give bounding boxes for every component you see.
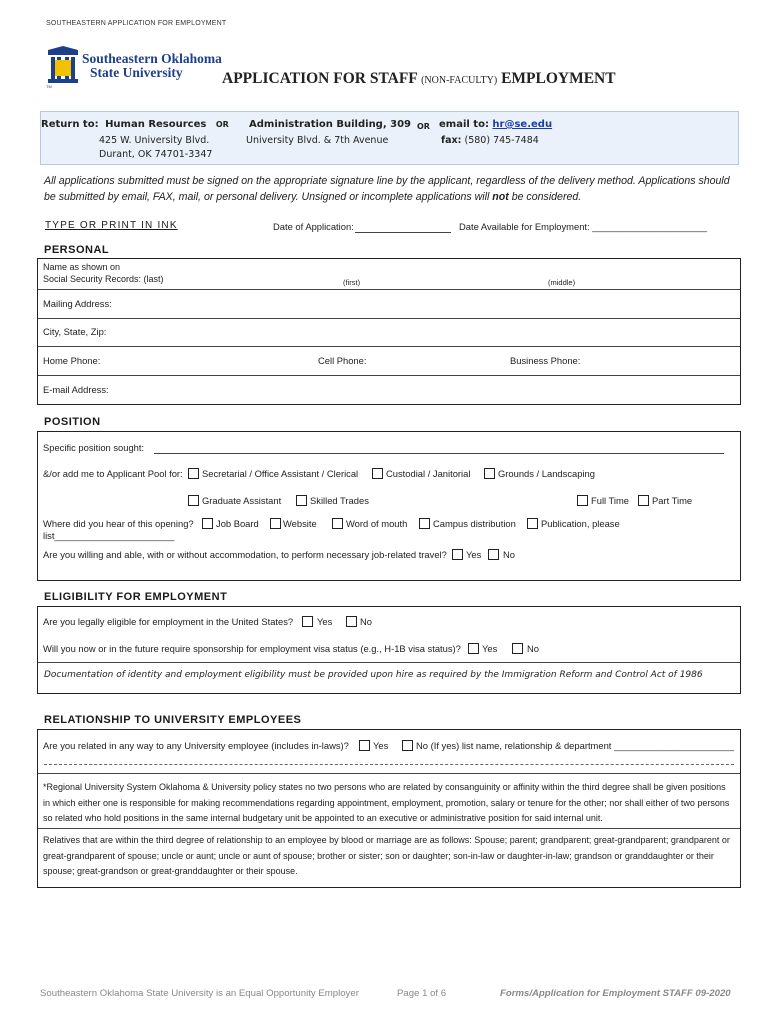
checkbox-travel-yes[interactable]	[452, 549, 463, 560]
documentation-notice: Documentation of identity and employment eligibility must be provided upon hire as required by the Immigration Reform and Control Act of 1986	[44, 670, 703, 680]
option-job-board: Job Board	[216, 518, 259, 529]
logo-tm: TM	[46, 84, 52, 89]
return-to-box	[40, 111, 739, 165]
checkbox-website[interactable]	[270, 518, 281, 529]
checkbox-related-yes[interactable]	[359, 740, 370, 751]
related-question: Are you related in any way to any University employee (includes in-laws)?	[43, 740, 349, 751]
middle-name-label: (middle)	[548, 278, 576, 287]
footer-form-id: Forms/Application for Employment STAFF 09-2020	[500, 988, 731, 999]
option-campus-distribution: Campus distribution	[433, 518, 516, 529]
full-time-label: Full Time	[591, 495, 630, 506]
fax-number: (580) 745-7484	[464, 135, 539, 146]
columns-logo-icon	[46, 46, 80, 86]
return-to-label: Return to:	[41, 119, 99, 130]
specific-position-line[interactable]	[154, 453, 724, 454]
policy-paragraph: *Regional University System Oklahoma & University policy states no two persons who are related by consanguinity or affinity within the third degree shall be given positions in which either one is responsible for making recommendations regarding appointment, employment, promotion, salary or tenure for the other; nor shall either of two persons so related who hold positions in the same internal budgetary unit be appointed to an executive or administrative position for said internal unit.	[43, 782, 730, 823]
checkbox-word-of-mouth[interactable]	[332, 518, 343, 529]
section-position-heading: POSITION	[44, 416, 101, 428]
title-part3: EMPLOYMENT	[501, 70, 616, 87]
first-name-label: (first)	[343, 278, 361, 287]
home-phone-label: Home Phone:	[43, 355, 101, 366]
option-grounds: Grounds / Landscaping	[498, 468, 595, 479]
option-publication: Publication, please	[541, 518, 620, 529]
publication-list-line[interactable]: list_______________________	[43, 530, 175, 541]
section-personal-heading: PERSONAL	[44, 244, 110, 256]
position-box	[37, 431, 741, 581]
checkbox-job-board[interactable]	[202, 518, 213, 529]
eligible-question: Are you legally eligible for employment in the United States?	[43, 616, 294, 627]
business-phone-label: Business Phone:	[510, 355, 581, 366]
divider	[38, 318, 740, 319]
name-label-2: Social Security Records: (last)	[43, 274, 164, 284]
divider	[38, 828, 740, 829]
option-word-of-mouth: Word of mouth	[346, 518, 408, 529]
notice-text-1: All applications submitted must be signed on the appropriate signature line by the applicant, regardless of the delivery method. Applications should be submitted by email, FAX, mail, or personal delivery. Unsigned or incomplete applications will	[44, 175, 730, 203]
email-link[interactable]: hr@se.edu	[492, 119, 553, 130]
checkbox-grounds[interactable]	[484, 468, 495, 479]
divider	[38, 375, 740, 376]
eligible-no-label: No	[360, 616, 372, 627]
eligibility-box	[37, 606, 741, 694]
eligible-yes-label: Yes	[317, 616, 333, 627]
option-website: Website	[283, 518, 317, 529]
option-secretarial: Secretarial / Office Assistant / Clerical	[202, 468, 359, 479]
name-label-1: Name as shown on	[43, 262, 121, 272]
travel-yes-label: Yes	[466, 549, 482, 560]
title-part1: APPLICATION FOR STAFF	[222, 70, 418, 87]
cell-phone-label: Cell Phone:	[318, 355, 367, 366]
footer-page-number: Page 1 of 6	[397, 988, 447, 999]
checkbox-travel-no[interactable]	[488, 549, 499, 560]
section-relationship-heading: RELATIONSHIP TO UNIVERSITY EMPLOYEES	[44, 714, 302, 726]
checkbox-full-time[interactable]	[577, 495, 588, 506]
city-state-zip-label: City, State, Zip:	[43, 326, 107, 337]
section-eligibility-heading: ELIGIBILITY FOR EMPLOYMENT	[44, 591, 228, 603]
address-line1: 425 W. University Blvd.	[99, 135, 210, 146]
address-line2: Durant, OK 74701-3347	[99, 149, 213, 160]
part-time-label: Part Time	[652, 495, 693, 506]
checkbox-skilled-trades[interactable]	[296, 495, 307, 506]
admin-building-address: University Blvd. & 7th Avenue	[246, 135, 389, 146]
sponsorship-yes-label: Yes	[482, 643, 498, 654]
notice-text-2: be considered.	[508, 191, 582, 203]
divider	[38, 662, 740, 663]
divider	[38, 289, 740, 290]
date-available-label: Date Available for Employment: ______________________	[459, 221, 707, 232]
type-or-print-label: TYPE OR PRINT IN INK	[45, 220, 178, 231]
applicant-pool-label: &/or add me to Applicant Pool for:	[43, 468, 183, 479]
checkbox-campus-distribution[interactable]	[419, 518, 430, 529]
travel-question: Are you willing and able, with or without accommodation, to perform necessary job-related travel?	[43, 549, 447, 560]
or-label-1: OR	[215, 120, 229, 129]
fax-label: fax:	[441, 135, 462, 146]
related-yes-label: Yes	[373, 740, 389, 751]
date-application-line[interactable]	[355, 232, 451, 233]
travel-no-label: No	[503, 549, 515, 560]
logo-line2: State University	[90, 65, 183, 80]
checkbox-eligible-no[interactable]	[346, 616, 357, 627]
or-label-2: OR	[417, 122, 430, 131]
option-graduate-assistant: Graduate Assistant	[202, 495, 282, 506]
mailing-address-label: Mailing Address:	[43, 298, 112, 309]
checkbox-sponsorship-no[interactable]	[512, 643, 523, 654]
date-application-label: Date of Application:	[273, 221, 354, 232]
option-skilled-trades: Skilled Trades	[310, 495, 369, 506]
related-no-label: No (If yes) list name, relationship & department _______________________	[416, 740, 734, 751]
checkbox-publication[interactable]	[527, 518, 538, 529]
specific-position-label: Specific position sought:	[43, 442, 145, 453]
footer-eoe: Southeastern Oklahoma State University is an Equal Opportunity Employer	[40, 988, 359, 999]
relationship-box	[37, 729, 741, 888]
checkbox-graduate-assistant[interactable]	[188, 495, 199, 506]
checkbox-custodial[interactable]	[372, 468, 383, 479]
page-title	[222, 70, 616, 88]
hear-of-opening-label: Where did you hear of this opening?	[43, 518, 194, 529]
logo-line1: Southeastern Oklahoma	[82, 51, 222, 66]
title-part2: (NON-FACULTY)	[421, 75, 498, 86]
checkbox-eligible-yes[interactable]	[302, 616, 313, 627]
hr-label: Human Resources	[105, 119, 207, 130]
sponsorship-question: Will you now or in the future require sponsorship for employment visa status (e.g., H-1B visa status)?	[43, 643, 461, 654]
checkbox-secretarial[interactable]	[188, 468, 199, 479]
admin-building: Administration Building, 309	[249, 119, 411, 130]
sponsorship-no-label: No	[527, 643, 539, 654]
option-custodial: Custodial / Janitorial	[386, 468, 471, 479]
relatives-paragraph: Relatives that are within the third degree of relationship to an employee by blood or marriage are as follows: Spouse; parent; grandparent; great-grandparent; grandparent or great-grandparent of spouse; uncle or aunt; uncle or aunt of spouse; brother or sister; son or daughter; son-in-law or daughter-in-law; grandson or granddaughter or their spouse; great-grandson or great-granddaughter or their spouse.	[43, 835, 730, 876]
notice-not: not	[492, 191, 509, 203]
running-title: SOUTHEASTERN APPLICATION FOR EMPLOYMENT	[46, 20, 227, 27]
checkbox-related-no[interactable]	[402, 740, 413, 751]
university-logo	[46, 46, 236, 90]
submission-notice	[44, 173, 744, 205]
divider	[38, 346, 740, 347]
relationship-fill-line[interactable]	[44, 764, 734, 765]
email-to-label: email to:	[439, 119, 489, 130]
email-address-label: E-mail Address:	[43, 384, 109, 395]
checkbox-sponsorship-yes[interactable]	[468, 643, 479, 654]
checkbox-part-time[interactable]	[638, 495, 649, 506]
personal-box	[37, 258, 741, 405]
divider	[38, 773, 740, 774]
